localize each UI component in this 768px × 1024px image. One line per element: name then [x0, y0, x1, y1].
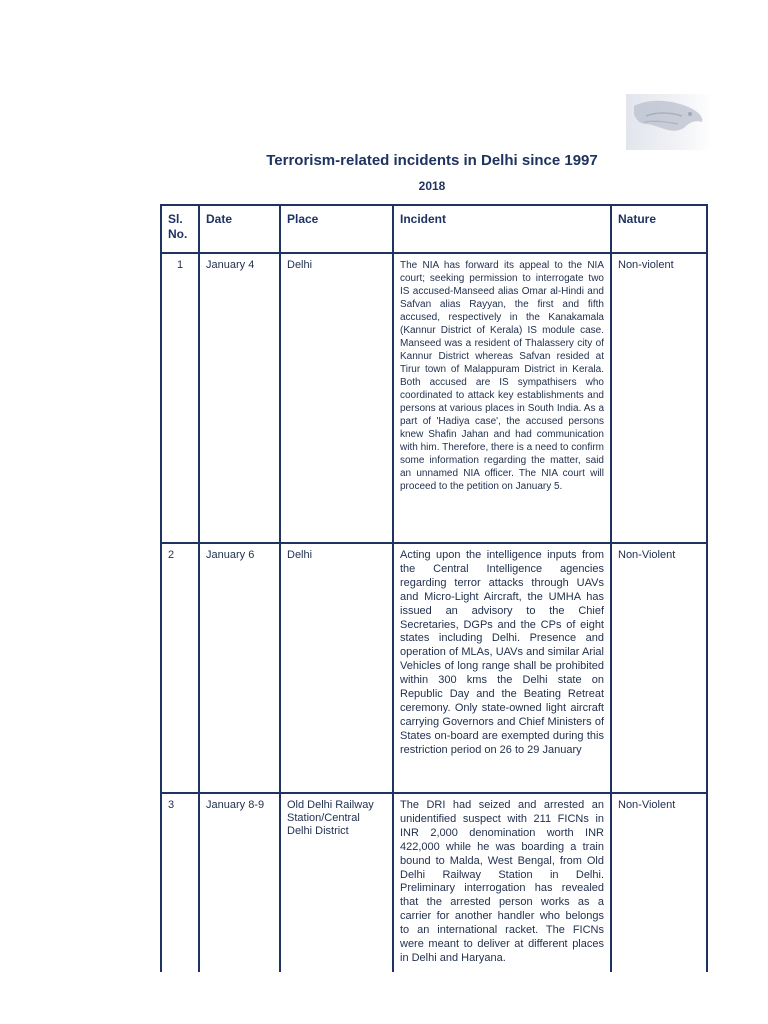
publisher-logo	[626, 94, 712, 150]
header-nature: Nature	[611, 205, 707, 253]
row-sl-no: 1	[161, 253, 199, 543]
table-header-row	[161, 205, 707, 253]
header-place: Place	[280, 205, 393, 253]
header-incident: Incident	[393, 205, 611, 253]
row-incident: Acting upon the intelligence inputs from the Central Intelligence agencies regarding terror attacks through UAVs and Micro-Light Aircraft, the UMHA has issued an advisory to the Chief Secretaries, DGPs and the CPs of eight states including Delhi. Presence and operation of MLAs, UAVs and similar Arial Vehicles of long range shall be prohibited within 300 kms the Delhi state on Republic Day and the Beating Retreat ceremony. Only state-owned light aircraft carrying Governors and Chief Ministers of States on-board are exempted during this restriction period on 26 to 29 January	[393, 543, 611, 793]
table-row	[161, 253, 707, 543]
document-title: Terrorism-related incidents in Delhi since 1997	[266, 152, 598, 169]
header-sl-no: Sl. No.	[161, 205, 199, 253]
header-date: Date	[199, 205, 280, 253]
row-sl-no: 3	[161, 793, 199, 972]
table-row	[161, 793, 707, 972]
row-place: Old Delhi Railway Station/Central Delhi District	[280, 793, 393, 972]
row-sl-no: 2	[161, 543, 199, 793]
row-incident: The NIA has forward its appeal to the NIA court; seeking permission to interrogate two IS accused-Manseed alias Omar al-Hindi and Safvan alias Rayyan, the first and fifth accused, respectively in the Kanakamala (Kannur District of Kerala) IS module case. Manseed was a resident of Thalassery city of Kannur District whereas Safvan resided at Tirur town of Malappuram District in Kerala. Both accused are IS sympathisers who coordinated to attack key establishments and persons at various places in South India. As a part of 'Hadiya case', the accused persons knew Shafin Jahan and had communication with him. Therefore, there is a need to confirm some information regarding the matter, said an unnamed NIA officer. The NIA court will proceed to the petition on January 5.	[393, 253, 611, 543]
row-date: January 8-9	[199, 793, 280, 972]
row-place: Delhi	[280, 543, 393, 793]
row-nature: Non-Violent	[611, 543, 707, 793]
row-nature: Non-Violent	[611, 793, 707, 972]
row-incident: The DRI had seized and arrested an unidentified suspect with 211 FICNs in INR 2,000 denomination worth INR 422,000 while he was boarding a train bound to Malda, West Bengal, from Old Delhi Railway Station in Delhi. Preliminary interrogation has revealed that the arrested person works as a carrier for another handler who belongs to an international racket. The FICNs were meant to deliver at different places in Delhi and Haryana.	[393, 793, 611, 972]
document-year: 2018	[418, 179, 446, 193]
logo-emblem-icon	[626, 94, 712, 150]
row-date: January 6	[199, 543, 280, 793]
row-date: January 4	[199, 253, 280, 543]
table-row	[161, 543, 707, 793]
incidents-table	[160, 204, 708, 972]
row-place: Delhi	[280, 253, 393, 543]
row-nature: Non-violent	[611, 253, 707, 543]
